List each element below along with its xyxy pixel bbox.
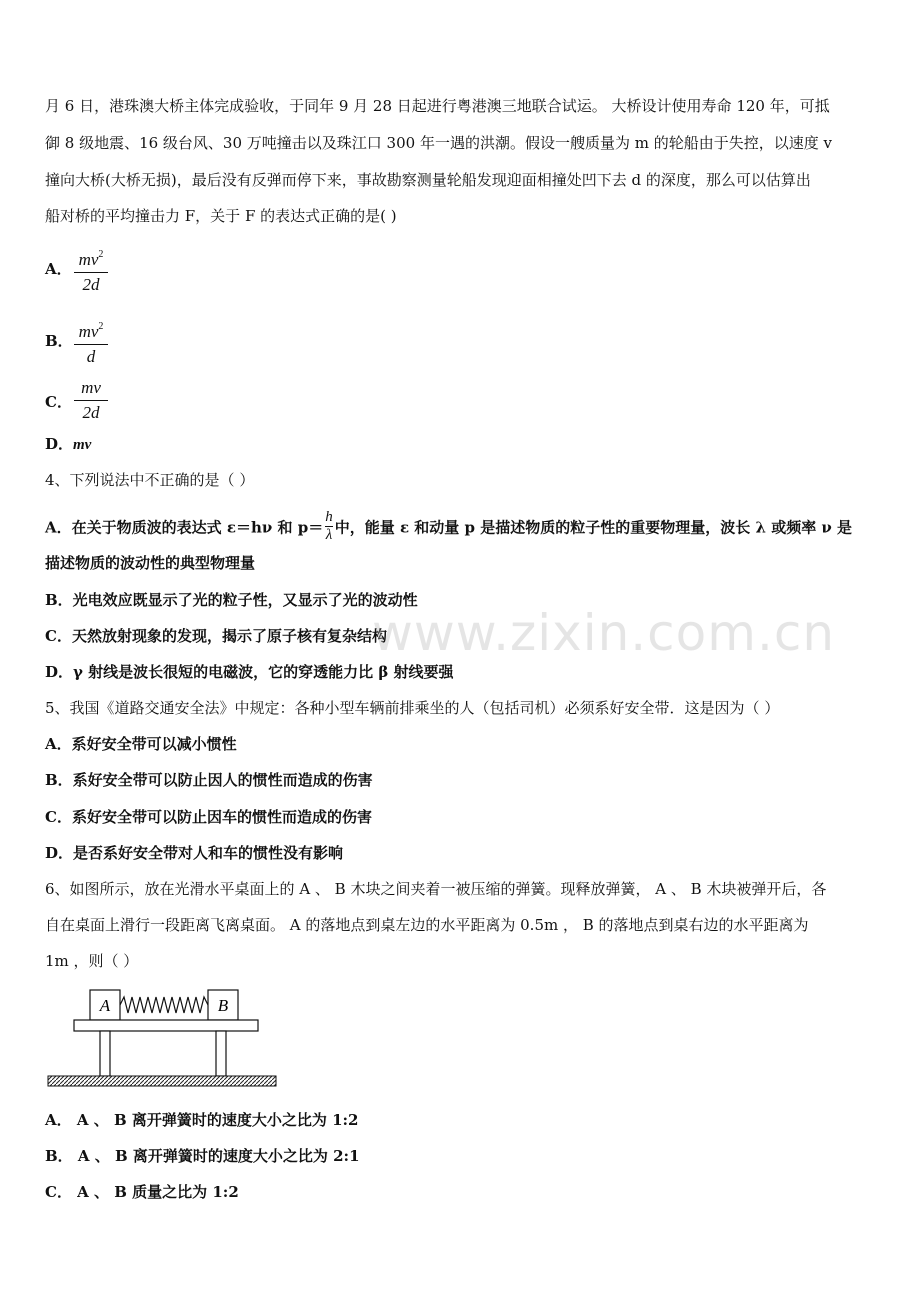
q6-option-b: B． A 、 B 离开弹簧时的速度大小之比为 2:1 bbox=[45, 1147, 360, 1165]
table-top bbox=[74, 1020, 258, 1031]
q5-option-b: B．系好安全带可以防止因人的惯性而造成的伤害 bbox=[45, 771, 373, 789]
q4-option-a-frac-num: h bbox=[325, 509, 333, 525]
q3-option-d-text: mv bbox=[73, 437, 92, 453]
q3-option-a-label: A． bbox=[45, 260, 72, 278]
block-b-label: B bbox=[217, 996, 229, 1015]
compressed-spring bbox=[120, 997, 208, 1013]
q3-stem-line-2: 御 8 级地震、16 级台风、30 万吨撞击以及珠江口 300 年一遇的洪潮。假设一艘质量为 m 的轮船由于失控，以速度 v bbox=[45, 134, 832, 152]
q5-option-a: A．系好安全带可以减小惯性 bbox=[45, 735, 237, 753]
q3-stem-line-1: 月 6 日，港珠澳大桥主体完成验收，于同年 9 月 28 日起进行粤港澳三地联合试运。 大桥设计使用寿命 120 年，可抵 bbox=[45, 97, 830, 115]
q4-option-a-part2: 中，能量 ε 和动量 p 是描述物质的粒子性的重要物理量，波长 λ 或频率 ν 是 bbox=[334, 518, 853, 537]
table-leg-left bbox=[100, 1031, 110, 1076]
q4-option-a-part1: A．在关于物质波的表达式 ε＝hν 和 p＝ bbox=[45, 518, 324, 537]
q3-option-a-denominator: 2d bbox=[82, 275, 100, 294]
q3-stem-line-3: 撞向大桥(大桥无损)，最后没有反弹而停下来，事故勘察测量轮船发现迎面相撞处凹下去 d 的深度，那么可以估算出 bbox=[45, 171, 811, 189]
q4-stem: 4、下列说法中不正确的是（ ） bbox=[45, 471, 255, 489]
q4-option-a-line-1 bbox=[45, 511, 852, 546]
q3-option-c-denominator: 2d bbox=[82, 403, 100, 422]
q4-option-c: C．天然放射现象的发现，揭示了原子核有复杂结构 bbox=[45, 627, 387, 645]
q3-option-c-fraction bbox=[74, 377, 108, 424]
q3-option-b-denominator: d bbox=[86, 347, 96, 366]
q3-option-c-label: C． bbox=[45, 393, 72, 411]
q3-option-a-fraction bbox=[74, 244, 108, 296]
q5-option-c: C．系好安全带可以防止因车的惯性而造成的伤害 bbox=[45, 808, 372, 826]
q6-stem-line-1: 6、如图所示，放在光滑水平桌面上的 A 、 B 木块之间夹着一被压缩的弹簧。现释放弹簧， A 、 B 木块被弹开后，各 bbox=[45, 880, 827, 898]
q6-stem-line-3: 1m ，则（ ） bbox=[45, 952, 139, 970]
q3-option-b-exponent: 2 bbox=[98, 321, 104, 332]
q5-option-d: D．是否系好安全带对人和车的惯性没有影响 bbox=[45, 844, 344, 862]
q3-option-d-label: D． bbox=[45, 435, 74, 453]
q6-option-c: C． A 、 B 质量之比为 1:2 bbox=[45, 1183, 239, 1201]
q3-stem-line-4: 船对桥的平均撞击力 F，关于 F 的表达式正确的是( ) bbox=[45, 207, 397, 225]
q4-option-a-frac-den: λ bbox=[325, 527, 333, 543]
q4-option-a-fraction bbox=[325, 509, 333, 544]
q4-option-b: B．光电效应既显示了光的粒子性，又显示了光的波动性 bbox=[45, 591, 418, 609]
ground bbox=[48, 1076, 276, 1086]
block-a-label: A bbox=[99, 996, 111, 1015]
q5-stem: 5、我国《道路交通安全法》中规定：各种小型车辆前排乘坐的人（包括司机）必须系好安全带．这是因为（ ） bbox=[45, 699, 780, 717]
table-leg-right bbox=[216, 1031, 226, 1076]
q4-option-d: D．γ 射线是波长很短的电磁波，它的穿透能力比 β 射线要强 bbox=[45, 663, 454, 681]
q3-option-a-numerator: mv bbox=[78, 250, 99, 269]
q3-option-d bbox=[45, 434, 91, 455]
q4-option-a-line-2: 描述物质的波动性的典型物理量 bbox=[45, 554, 256, 572]
q3-option-c-numerator: mv bbox=[81, 378, 101, 397]
q6-option-a: A． A 、 B 离开弹簧时的速度大小之比为 1:2 bbox=[45, 1111, 359, 1129]
table-diagram bbox=[44, 984, 280, 1092]
q3-option-a-exponent: 2 bbox=[98, 249, 104, 260]
q3-option-b-numerator: mv bbox=[78, 322, 99, 341]
spring-blocks-figure bbox=[44, 984, 280, 1096]
q3-option-b-fraction bbox=[74, 316, 108, 368]
q3-option-b-label: B． bbox=[45, 332, 73, 350]
watermark: www.zixin.com.cn bbox=[372, 604, 836, 662]
q6-stem-line-2: 自在桌面上滑行一段距离飞离桌面。 A 的落地点到桌左边的水平距离为 0.5m ， B 的落地点到桌右边的水平距离为 bbox=[45, 916, 809, 934]
